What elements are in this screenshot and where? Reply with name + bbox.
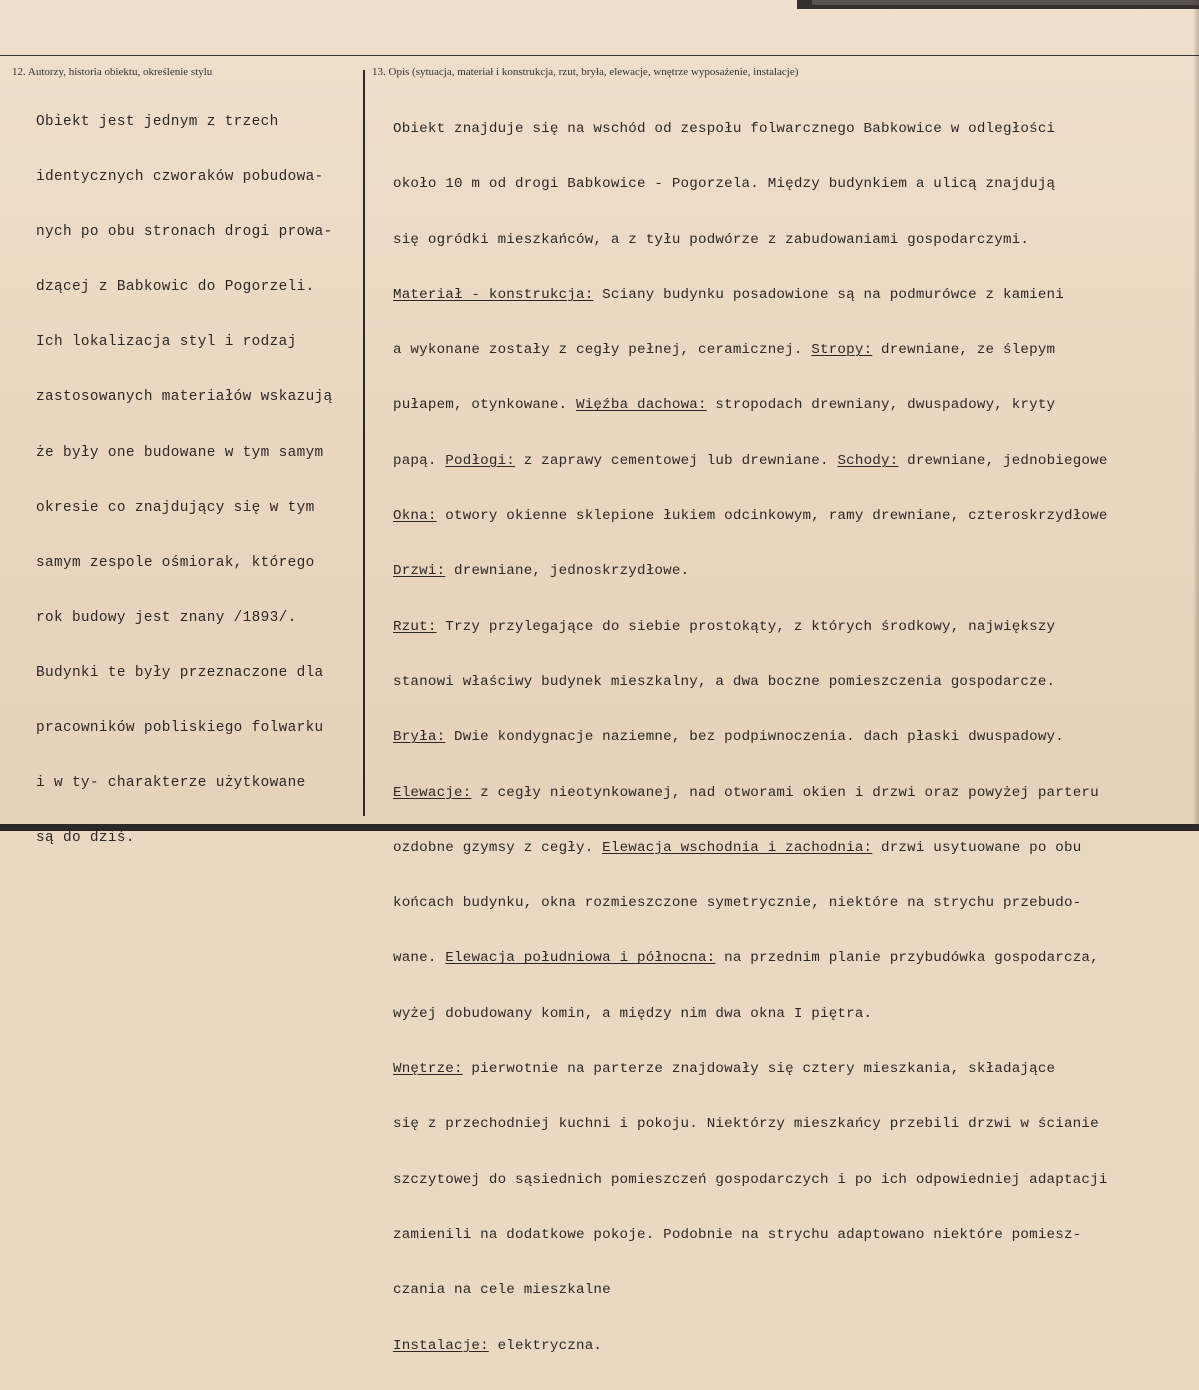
line-text: z cegły nieotynkowanej, nad otworami okien i drzwi oraz powyżej parteru <box>471 784 1099 801</box>
top-tab-inner <box>812 0 1199 5</box>
line-text: drewniane, jednoskrzydłowe. <box>445 563 690 580</box>
description-line <box>393 1003 1108 1026</box>
description-line <box>393 1279 1108 1302</box>
history-line: że były one budowane w tym samym <box>36 444 324 461</box>
history-line: są do dziś. <box>36 830 135 847</box>
description-line <box>393 450 1108 473</box>
material-heading: Materiał - konstrukcja: <box>393 286 594 303</box>
history-line: nych po obu stronach drogi prowa- <box>36 224 333 241</box>
description-text-block <box>393 86 1108 1390</box>
line-text: zamienili na dodatkowe pokoje. Podobnie na strychu adaptowano niektóre pomiesz- <box>393 1226 1082 1243</box>
line-text: Trzy przylegające do siebie prostokąty, z których środkowy, największy <box>436 618 1056 635</box>
header-rule <box>0 55 1199 56</box>
right-edge-shadow <box>1193 0 1199 831</box>
line-text: się ogródki mieszkańców, a z tyłu podwórze z zabudowaniami gospodarczymi. <box>393 231 1030 248</box>
line-text: stanowi właściwy budynek mieszkalny, a dwa boczne pomieszczenia gospodarcze. <box>393 673 1056 690</box>
line-text: stropodach drewniany, dwuspadowy, kryty <box>706 397 1056 414</box>
line-text: papą. <box>393 452 446 469</box>
description-line <box>393 118 1108 141</box>
line-text: wyżej dobudowany komin, a między nim dwa okna I piętra. <box>393 1005 873 1022</box>
history-line: Ich lokalizacja styl i rodzaj <box>36 334 297 351</box>
line-text: czania na cele mieszkalne <box>393 1282 611 1299</box>
history-line: Budynki te były przeznaczone dla <box>36 664 324 681</box>
description-line <box>393 560 1108 583</box>
description-line <box>393 505 1108 528</box>
history-line: okresie co znajdujący się w tym <box>36 499 315 516</box>
history-line: Obiekt jest jednym z trzech <box>36 114 279 130</box>
line-text: na przednim planie przybudówka gospodarcza, <box>715 950 1099 967</box>
east-west-elevation-heading: Elewacja wschodnia i zachodnia: <box>602 839 873 856</box>
history-line: rok budowy jest znany /1893/. <box>36 609 297 626</box>
line-text: pierwotnie na parterze znajdowały się cztery mieszkania, składające <box>462 1061 1056 1078</box>
section-13-caption: 13. Opis (sytuacja, materiał i konstrukcja, rzut, bryła, elewacje, wnętrze wyposażenie, instalacje) <box>372 66 799 78</box>
description-line <box>393 339 1108 362</box>
description-line <box>393 1169 1108 1192</box>
history-line: i w ty- charakterze użytkowane <box>36 775 306 792</box>
plan-heading: Rzut: <box>393 618 437 635</box>
line-text: drewniane, ze ślepym <box>872 342 1056 359</box>
description-line <box>393 1335 1108 1358</box>
section-12-caption: 12. Autorzy, historia obiektu, określenie stylu <box>12 66 213 78</box>
history-line: dzącej z Babkowic do Pogorzeli. <box>36 279 315 296</box>
description-line <box>393 1113 1108 1136</box>
history-line: identycznych czworaków pobudowa- <box>36 169 324 186</box>
stairs-heading: Schody: <box>837 452 899 469</box>
description-line <box>393 837 1108 860</box>
line-text: a wykonane zostały z cegły pełnej, ceramicznej. <box>393 342 803 359</box>
ceilings-heading: Stropy: <box>811 342 873 359</box>
description-line <box>393 782 1108 805</box>
line-text: drzwi usytuowane po obu <box>872 839 1082 856</box>
line-text: ozdobne gzymsy z cegły. <box>393 839 603 856</box>
floors-heading: Podłogi: <box>445 452 516 469</box>
south-north-elevation-heading: Elewacja południowa i północna: <box>445 950 716 967</box>
line-text: elektryczna. <box>488 1337 603 1354</box>
line-text: Dwie kondygnacje naziemne, bez podpiwnoczenia. dach płaski dwuspadowy. <box>445 729 1064 746</box>
line-text: szczytowej do sąsiednich pomieszczeń gospodarczych i po ich odpowiedniej adaptacji <box>393 1171 1108 1188</box>
line-text: się z przechodniej kuchni i pokoju. Niektórzy mieszkańcy przebili drzwi w ścianie <box>393 1116 1099 1133</box>
elevations-heading: Elewacje: <box>393 784 472 801</box>
description-line <box>393 947 1108 970</box>
line-text: około 10 m od drogi Babkowice - Pogorzela. Między budynkiem a ulicą znajdują <box>393 176 1056 193</box>
line-text: pułapem, otynkowane. <box>393 397 576 414</box>
history-line: pracowników pobliskiego folwarku <box>36 720 324 737</box>
windows-heading: Okna: <box>393 508 437 525</box>
description-line <box>393 892 1108 915</box>
description-line <box>393 229 1108 252</box>
history-text-block <box>36 79 333 882</box>
line-text: Obiekt znajduje się na wschód od zespołu folwarcznego Babkowice w odległości <box>393 121 1056 137</box>
installations-heading: Instalacje: <box>393 1337 489 1354</box>
line-text: końcach budynku, okna rozmieszczone symetrycznie, niektóre na strychu przebudo- <box>393 895 1082 912</box>
description-line <box>393 1224 1108 1247</box>
line-text: wane. <box>393 950 446 967</box>
description-line <box>393 616 1108 639</box>
line-text: drewniane, jednobiegowe <box>898 452 1108 469</box>
massing-heading: Bryła: <box>393 729 446 746</box>
description-line <box>393 284 1108 307</box>
description-line <box>393 726 1108 749</box>
column-divider <box>363 70 365 816</box>
line-text: otwory okienne sklepione łukiem odcinkowym, ramy drewniane, czteroskrzydłowe <box>436 508 1108 525</box>
roof-truss-heading: Więźba dachowa: <box>576 397 707 414</box>
doors-heading: Drzwi: <box>393 563 446 580</box>
description-line <box>393 1058 1108 1081</box>
description-line <box>393 173 1108 196</box>
interior-heading: Wnętrze: <box>393 1061 463 1078</box>
description-line <box>393 394 1108 417</box>
history-line: samym zespole ośmiorak, którego <box>36 554 315 571</box>
history-line: zastosowanych materiałów wskazują <box>36 389 333 406</box>
line-text: Sciany budynku posadowione są na podmurówce z kamieni <box>593 286 1064 303</box>
line-text: z zaprawy cementowej lub drewniane. <box>515 452 838 469</box>
description-line <box>393 671 1108 694</box>
